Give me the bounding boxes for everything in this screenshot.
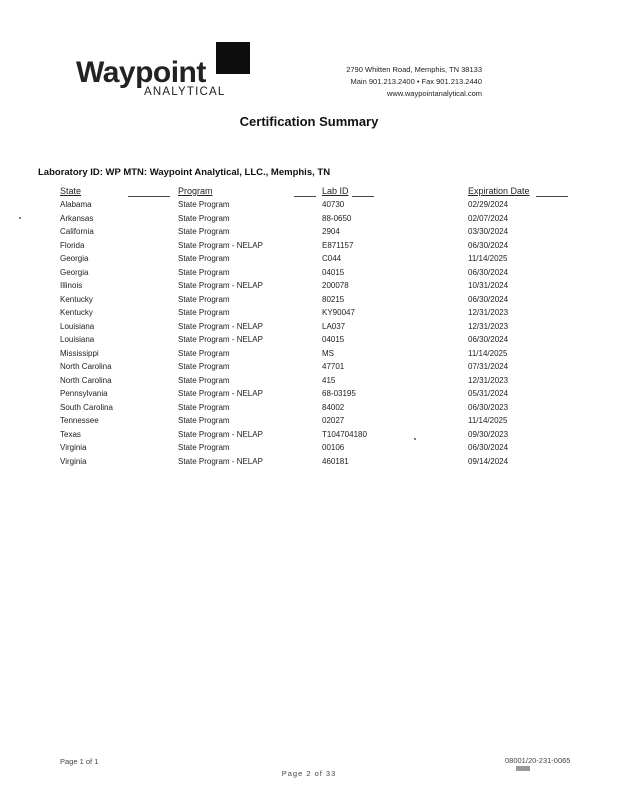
table-row — [0, 335, 618, 349]
table-row — [0, 214, 618, 228]
table-row — [0, 376, 618, 390]
waypoint-logo — [76, 42, 251, 102]
cell-lab-id: 47701 — [322, 362, 345, 371]
cell-program: State Program - NELAP — [178, 389, 263, 398]
footer-page-left: Page 1 of 1 — [60, 757, 99, 766]
cell-lab-id: 84002 — [322, 402, 345, 412]
table-row — [0, 457, 618, 471]
address-phone: Main 901.213.2400 • Fax 901.213.2440 — [350, 77, 482, 86]
cell-program: State Program - NELAP — [178, 429, 263, 439]
table-row — [0, 308, 618, 322]
table-row — [0, 416, 618, 430]
address-website: www.waypointanalytical.com — [386, 89, 482, 98]
cell-state: Florida — [60, 240, 85, 250]
cell-program: State Program — [178, 375, 230, 385]
cell-state: Mississippi — [60, 348, 99, 358]
cell-state: Texas — [60, 429, 81, 439]
certification-table — [0, 200, 618, 470]
cell-program: State Program - NELAP — [178, 335, 263, 344]
address-street: 2790 Whitten Road, Memphis, TN 38133 — [346, 65, 482, 74]
cell-expiration: 11/14/2025 — [468, 416, 508, 425]
cell-state: North Carolina — [60, 362, 112, 371]
header-rule — [536, 196, 568, 197]
cell-lab-id: LA037 — [322, 321, 346, 331]
table-row — [0, 430, 618, 444]
cell-expiration: 12/31/2023 — [468, 321, 509, 331]
table-row — [0, 362, 618, 376]
cell-state: Louisiana — [60, 335, 95, 344]
table-row — [0, 443, 618, 457]
cell-expiration: 09/30/2023 — [468, 429, 509, 439]
table-row — [0, 322, 618, 336]
table-row — [0, 254, 618, 268]
cell-program: State Program - NELAP — [178, 321, 263, 331]
scan-speck — [19, 217, 21, 219]
cell-state: Alabama — [60, 200, 92, 209]
cell-state: Virginia — [60, 443, 87, 452]
cell-state: Pennsylvania — [60, 389, 108, 398]
cell-state: Virginia — [60, 456, 87, 466]
header-rule — [128, 196, 170, 197]
header-rule — [352, 196, 374, 197]
cell-program: State Program - NELAP — [178, 281, 263, 290]
cell-lab-id: C044 — [322, 254, 342, 263]
company-address — [300, 64, 482, 100]
cell-state: South Carolina — [60, 402, 113, 412]
footer-document-id: 08001/20-231-0065 — [505, 756, 571, 765]
cell-expiration: 06/30/2024 — [468, 335, 509, 344]
cell-program: State Program — [178, 402, 230, 412]
cell-lab-id: 460181 — [322, 456, 349, 466]
table-row — [0, 295, 618, 309]
table-row — [0, 281, 618, 295]
logo-wordmark: Waypoint — [76, 56, 206, 89]
cell-state: North Carolina — [60, 375, 112, 385]
column-header-expiration: Expiration Date — [468, 186, 530, 196]
column-header-lab-id: Lab ID — [322, 186, 349, 196]
cell-program: State Program — [178, 348, 230, 358]
table-row — [0, 227, 618, 241]
cell-expiration: 06/30/2024 — [468, 294, 509, 304]
cell-expiration: 12/31/2023 — [468, 308, 509, 317]
cell-lab-id: 02027 — [322, 416, 345, 425]
cell-expiration: 02/29/2024 — [468, 200, 509, 209]
cell-expiration: 06/30/2024 — [468, 240, 509, 250]
cell-expiration: 11/14/2025 — [468, 348, 508, 358]
cell-program: State Program — [178, 227, 230, 236]
cell-lab-id: 80215 — [322, 294, 345, 304]
cell-lab-id: E871157 — [322, 240, 354, 250]
cell-state: Louisiana — [60, 321, 95, 331]
cell-lab-id: 04015 — [322, 335, 345, 344]
cell-expiration: 09/14/2024 — [468, 456, 509, 466]
cell-lab-id: 415 — [322, 375, 336, 385]
cell-expiration: 06/30/2024 — [468, 443, 509, 452]
cell-state: Georgia — [60, 254, 89, 263]
table-row — [0, 403, 618, 417]
table-row — [0, 241, 618, 255]
table-row — [0, 389, 618, 403]
cell-expiration: 06/30/2023 — [468, 402, 509, 412]
cell-lab-id: 68-03195 — [322, 389, 356, 398]
document-title: Certification Summary — [239, 114, 379, 129]
laboratory-id-line: Laboratory ID: WP MTN: Waypoint Analytical, LLC., Memphis, TN — [38, 167, 331, 178]
cell-lab-id: T104704180 — [322, 429, 367, 439]
cell-expiration: 10/31/2024 — [468, 281, 509, 290]
cell-expiration: 11/14/2025 — [468, 254, 508, 263]
cell-program: State Program — [178, 267, 230, 277]
cell-expiration: 05/31/2024 — [468, 389, 509, 398]
cell-lab-id: 200078 — [322, 281, 349, 290]
cell-lab-id: MS — [322, 348, 334, 358]
cell-state: Kentucky — [60, 308, 93, 317]
cell-lab-id: KY90047 — [322, 308, 355, 317]
cell-expiration: 12/31/2023 — [468, 375, 509, 385]
cell-program: State Program — [178, 254, 230, 263]
cell-program: State Program — [178, 362, 230, 371]
cell-lab-id: 88-0650 — [322, 213, 352, 223]
header-rule — [294, 196, 316, 197]
cell-state: Illinois — [60, 281, 83, 290]
cell-state: Tennessee — [60, 416, 99, 425]
logo-subtitle: ANALYTICAL — [144, 86, 226, 98]
cell-program: State Program - NELAP — [178, 456, 263, 466]
column-header-state: State — [60, 186, 82, 196]
scan-speck — [414, 438, 416, 440]
cell-program: State Program - NELAP — [178, 240, 263, 250]
cell-program: State Program — [178, 416, 230, 425]
cell-lab-id: 2904 — [322, 227, 340, 236]
cell-expiration: 02/07/2024 — [468, 213, 509, 223]
cell-state: California — [60, 227, 94, 236]
table-row — [0, 349, 618, 363]
cell-state: Georgia — [60, 267, 89, 277]
table-row — [0, 200, 618, 214]
cell-program: State Program — [178, 294, 230, 304]
cell-lab-id: 04015 — [322, 267, 345, 277]
cell-expiration: 03/30/2024 — [468, 227, 509, 236]
cell-state: Kentucky — [60, 294, 93, 304]
cell-state: Arkansas — [60, 213, 94, 223]
cell-program: State Program — [178, 200, 230, 209]
column-header-program: Program — [178, 186, 213, 196]
cell-lab-id: 40730 — [322, 200, 345, 209]
cell-lab-id: 00106 — [322, 443, 345, 452]
cell-expiration: 07/31/2024 — [468, 362, 509, 371]
logo-square-icon — [216, 42, 250, 74]
cell-program: State Program — [178, 443, 230, 452]
cell-program: State Program — [178, 308, 230, 317]
cell-program: State Program — [178, 213, 230, 223]
cell-expiration: 06/30/2024 — [468, 267, 509, 277]
table-row — [0, 268, 618, 282]
footer-page-number: Page 2 of 33 — [281, 769, 337, 778]
